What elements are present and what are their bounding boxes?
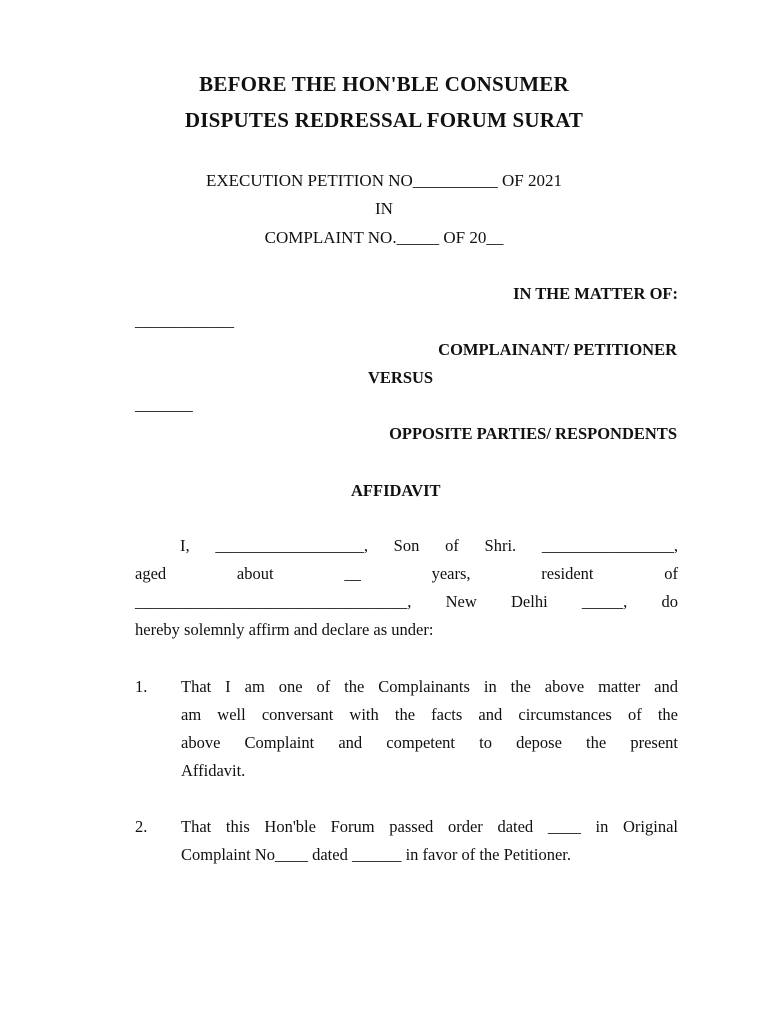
in-label: IN — [375, 199, 393, 218]
para-1-line-2: am well conversant with the facts and circumstances of the — [181, 705, 678, 724]
para-1-number: 1. — [135, 677, 148, 696]
versus-label: VERSUS — [368, 368, 434, 387]
para-2-line-2: Complaint No____ dated ______ in favor of the Petitioner. — [181, 845, 571, 864]
intro-line-4: hereby solemnly affirm and declare as under: — [135, 620, 434, 639]
para-2-line-1: That this Hon'ble Forum passed order dated ____ in Original — [181, 817, 678, 836]
heading-line-1: BEFORE THE HON'BLE CONSUMER — [199, 72, 569, 96]
affidavit-title: AFFIDAVIT — [351, 481, 441, 500]
opposite-party-name-blank: _______ — [135, 395, 193, 414]
intro-line-3: _________________________________, New Delhi _____, do — [135, 592, 678, 611]
in-the-matter-heading: IN THE MATTER OF: — [513, 284, 678, 303]
complainant-label: COMPLAINANT/ PETITIONER — [438, 340, 677, 359]
para-1-line-1: That I am one of the Complainants in the above matter and — [181, 677, 678, 696]
para-2-number: 2. — [135, 817, 148, 836]
para-1-line-4: Affidavit. — [181, 761, 246, 780]
complainant-name-blank: ____________ — [135, 311, 234, 330]
complaint-number-line: COMPLAINT NO._____ OF 20__ — [264, 228, 504, 247]
execution-petition-line: EXECUTION PETITION NO__________ OF 2021 — [205, 171, 563, 190]
intro-line-1: I, __________________, Son of Shri. ________________, — [180, 536, 678, 555]
heading-line-2: DISPUTES REDRESSAL FORUM SURAT — [184, 108, 584, 132]
para-1-line-3: above Complaint and competent to depose the present — [181, 733, 678, 752]
intro-line-2: aged about __ years, resident of — [135, 564, 678, 583]
opposite-parties-label: OPPOSITE PARTIES/ RESPONDENTS — [389, 424, 677, 443]
